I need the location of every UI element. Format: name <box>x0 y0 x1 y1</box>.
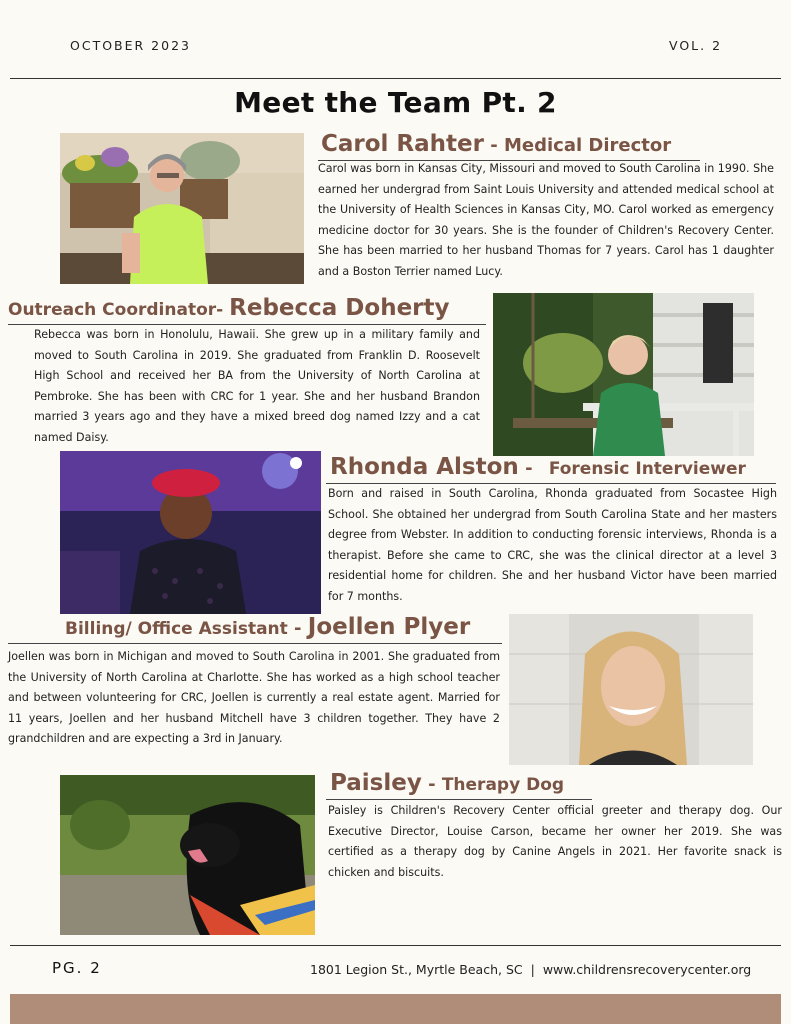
rhonda-heading <box>330 454 746 480</box>
rhonda-separator: - <box>518 458 539 479</box>
issue-date: OCTOBER 2023 <box>70 38 191 53</box>
paisley-heading <box>330 770 564 796</box>
rebecca-separator: - <box>216 300 230 320</box>
paisley-name: Paisley <box>330 770 422 796</box>
rhonda-name: Rhonda Alston <box>330 454 519 480</box>
rebecca-photo <box>493 293 754 456</box>
joellen-name: Joellen Plyer <box>307 614 471 640</box>
carol-role: Medical Director <box>504 135 672 156</box>
page-title: Meet the Team Pt. 2 <box>234 86 557 119</box>
footer-divider <box>10 945 781 946</box>
joellen-heading-underline <box>8 643 502 644</box>
carol-name: Carol Rahter <box>321 131 484 157</box>
footer-website-link[interactable]: www.childrensrecoverycenter.org <box>542 962 752 977</box>
rebecca-role: Outreach Coordinator <box>8 300 217 320</box>
joellen-role: Billing/ Office Assistant <box>65 619 288 639</box>
rebecca-name: Rebecca Doherty <box>229 295 450 321</box>
issue-volume: VOL. 2 <box>669 38 723 53</box>
footer-color-band <box>10 994 781 1024</box>
joellen-separator: - <box>287 618 308 639</box>
paisley-heading-underline <box>326 799 592 800</box>
rhonda-bio: Born and raised in South Carolina, Rhonda graduated from Socastee High School. She obtained her undergrad from South Carolina State and her masters degree from Webster. In addition to conducting forensic interviews, Rhonda is a therapist. Before she came to CRC, she was the clinical director at a level 3 residential home for children. She and her husband Victor have been married for 7 months. <box>328 487 777 603</box>
rebecca-heading <box>8 295 450 321</box>
footer-contact <box>310 962 751 977</box>
carol-bio: Carol was born in Kansas City, Missouri and moved to South Carolina in 1990. She earned her undergrad from Saint Louis University and attended medical school at the University of Health Sciences in Kansas City, MO. Carol worked as emergency medicine doctor for 30 years. She is the founder of Children's Recovery Center. She has been married to her husband Thomas for 7 years. Carol has 1 daughter and a Boston Terrier named Lucy. <box>318 162 774 278</box>
carol-separator: - <box>483 135 504 156</box>
rebecca-bio: Rebecca was born in Honolulu, Hawaii. She grew up in a military family and moved to South Carolina in 2019. She graduated from Franklin D. Roosevelt High School and received her BA from the University of North Carolina at Pembroke. She has been with CRC for 1 year. She and her husband Brandon married 3 years ago and they have a mixed breed dog named Izzy and a cat named Daisy. <box>34 328 480 444</box>
joellen-heading <box>65 614 470 640</box>
paisley-separator: - <box>421 774 442 795</box>
carol-heading <box>321 131 671 157</box>
paisley-bio: Paisley is Children's Recovery Center official greeter and therapy dog. Our Executive Director, Louise Carson, became her owner her 2019. She was certified as a therapy dog by Canine Angels in 2021. Her favorite snack is chicken and biscuits. <box>328 804 782 879</box>
footer-separator: | <box>530 962 535 977</box>
joellen-photo <box>509 614 753 765</box>
rhonda-photo <box>60 451 321 614</box>
carol-photo <box>60 133 304 284</box>
paisley-role: Therapy Dog <box>441 775 565 795</box>
page-number: PG. 2 <box>52 959 102 977</box>
header-divider <box>10 78 781 79</box>
footer-address: 1801 Legion St., Myrtle Beach, SC <box>310 962 523 977</box>
paisley-photo <box>60 775 315 935</box>
rhonda-role: Forensic Interviewer <box>548 459 746 479</box>
joellen-bio: Joellen was born in Michigan and moved to South Carolina in 2001. She graduated from the University of North Carolina at Charlotte. She has worked as a high school teacher and between volunteering for CRC, Joellen is currently a real estate agent. Married for 11 years, Joellen and her husband Mitchell have 3 children together. They have 2 grandchildren and are expecting a 3rd in January. <box>8 650 500 745</box>
